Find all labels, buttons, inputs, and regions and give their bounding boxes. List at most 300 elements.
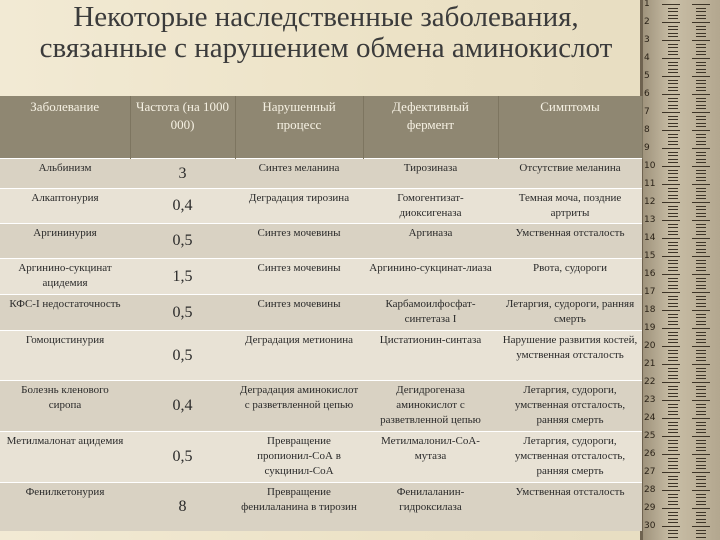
ruler-tick [696,180,706,181]
cell-enzyme: Фенилаланин-гидроксилаза [363,482,498,531]
ruler-tick [696,360,706,361]
ruler-number: 13 [644,215,656,225]
ruler-tick [668,90,678,91]
ruler-number: 17 [644,287,656,297]
ruler-tick [668,404,678,405]
ruler-tick [668,303,678,304]
table-row [0,482,642,531]
ruler-tick [692,166,710,167]
ruler-tick [662,202,680,203]
ruler-tick [668,231,678,232]
ruler-tick [668,126,678,127]
cell-frequency: 3 [130,158,235,188]
ruler-tick [668,249,678,250]
ruler-number: 3 [644,35,650,45]
ruler-tick [696,191,706,192]
ruler-tick [668,533,678,534]
table-row [0,294,642,330]
cell-frequency: 8 [130,482,235,531]
cell-enzyme: Цистатионин-синтаза [363,330,498,380]
ruler-tick [668,216,678,217]
ruler-tick [662,166,680,167]
ruler-number: 18 [644,305,656,315]
ruler-tick [692,94,710,95]
ruler-tick [696,386,706,387]
ruler-tick [696,62,706,63]
cell-disease: КФС-I недостаточность [0,294,130,330]
ruler-tick [696,173,706,174]
ruler-tick [696,198,706,199]
cell-disease: Метилмалонат ацидемия [0,431,130,482]
ruler-tick [668,152,678,153]
ruler-tick [668,242,678,243]
ruler-number: 5 [644,71,650,81]
cell-disease: Аргинино-сукцинат ацидемия [0,258,130,294]
ruler-tick [668,429,678,430]
ruler-tick [668,267,678,268]
cell-disease: Альбинизм [0,158,130,188]
ruler-tick [696,515,706,516]
ruler-tick [662,22,680,23]
ruler-tick [696,195,706,196]
cell-enzyme: Тирозиназа [363,158,498,188]
ruler-tick [696,411,706,412]
cell-disease: Алкаптонурия [0,188,130,223]
ruler-tick [668,134,678,135]
cell-process: Превращение пропионил-СоА в сукцинил-СоА [235,431,363,482]
ruler-tick [692,310,710,311]
ruler-tick [696,368,706,369]
ruler-tick [668,458,678,459]
ruler-tick [668,141,678,142]
ruler-number: 29 [644,503,656,513]
ruler-tick [662,76,680,77]
cell-frequency: 1,5 [130,258,235,294]
table-row [0,188,642,223]
ruler-tick [696,36,706,37]
ruler-tick [668,407,678,408]
ruler-tick [696,447,706,448]
ruler-tick [696,450,706,451]
ruler-tick [668,195,678,196]
ruler-tick [696,227,706,228]
ruler-tick [696,108,706,109]
ruler-tick [696,162,706,163]
ruler-tick [696,252,706,253]
ruler-tick [696,155,706,156]
ruler-tick [668,314,678,315]
ruler-number: 16 [644,269,656,279]
ruler-tick [668,393,678,394]
ruler-tick [696,339,706,340]
cell-frequency: 0,4 [130,380,235,431]
ruler-tick [668,494,678,495]
cell-disease: Аргининурия [0,223,130,258]
ruler-tick [696,90,706,91]
ruler-number: 25 [644,431,656,441]
ruler-tick [696,263,706,264]
ruler-tick [696,378,706,379]
ruler-tick [696,324,706,325]
ruler-tick [696,342,706,343]
ruler-tick [668,422,678,423]
ruler-tick [696,33,706,34]
ruler-tick [668,227,678,228]
ruler-tick [662,274,680,275]
ruler-number: 1 [644,0,650,9]
cell-frequency: 0,4 [130,188,235,223]
table-row [0,223,642,258]
ruler-tick [692,112,710,113]
ruler-tick [696,465,706,466]
ruler-tick [668,173,678,174]
ruler-tick [696,404,706,405]
ruler-tick [692,238,710,239]
ruler-tick [668,80,678,81]
cell-process: Деградация метионина [235,330,363,380]
cell-enzyme: Карбамоилфосфат-синтетаза I [363,294,498,330]
ruler-tick [668,353,678,354]
ruler-tick [696,501,706,502]
ruler-tick [696,8,706,9]
ruler-tick [662,130,680,131]
ruler-tick [696,299,706,300]
ruler-tick [668,191,678,192]
ruler-tick [696,98,706,99]
ruler-tick [696,443,706,444]
ruler-number: 22 [644,377,656,387]
ruler-tick [696,285,706,286]
ruler-tick [696,422,706,423]
ruler-tick [668,357,678,358]
ruler-tick [668,83,678,84]
ruler-tick [668,155,678,156]
cell-symptoms: Летаргия, судороги, ранняя смерть [498,294,642,330]
ruler-tick [662,508,680,509]
ruler-tick [668,332,678,333]
ruler-tick [668,65,678,66]
ruler-tick [668,447,678,448]
ruler-tick [692,346,710,347]
ruler-tick [662,472,680,473]
ruler-tick [668,44,678,45]
ruler-tick [692,274,710,275]
ruler-tick [696,396,706,397]
ruler-tick [668,47,678,48]
cell-frequency: 0,5 [130,431,235,482]
ruler-tick [668,281,678,282]
ruler-number: 12 [644,197,656,207]
cell-process: Деградация тирозина [235,188,363,223]
ruler-tick [668,260,678,261]
ruler-tick [668,119,678,120]
ruler-tick [696,26,706,27]
ruler-tick [662,418,680,419]
ruler-tick [668,479,678,480]
ruler-tick [696,105,706,106]
cell-enzyme: Аргиназа [363,223,498,258]
table-row [0,258,642,294]
ruler-tick [696,260,706,261]
ruler-tick [696,432,706,433]
ruler-tick [668,335,678,336]
ruler-tick [668,501,678,502]
ruler-tick [696,296,706,297]
ruler-tick [668,105,678,106]
ruler-tick [662,382,680,383]
ruler-tick [696,476,706,477]
ruler-tick [662,40,680,41]
ruler-number: 26 [644,449,656,459]
header-process: Нарушенный процесс [235,96,363,158]
ruler-tick [668,350,678,351]
ruler-tick [696,440,706,441]
ruler-tick [668,33,678,34]
ruler-tick [668,522,678,523]
cell-symptoms: Летаргия, судороги, умственная отсталость, ранняя смерть [498,380,642,431]
ruler-tick [668,18,678,19]
ruler-tick [696,18,706,19]
ruler-tick [662,526,680,527]
ruler-tick [692,382,710,383]
cell-frequency: 0,5 [130,223,235,258]
ruler-tick [696,137,706,138]
ruler-tick [696,350,706,351]
ruler-tick [668,98,678,99]
ruler-tick [696,267,706,268]
ruler-tick [696,306,706,307]
ruler-tick [696,429,706,430]
ruler-tick [696,479,706,480]
ruler-tick [668,378,678,379]
ruler-tick [696,152,706,153]
ruler-tick [668,87,678,88]
ruler-tick [696,15,706,16]
ruler-tick [668,425,678,426]
ruler-number: 9 [644,143,650,153]
ruler-tick [668,123,678,124]
ruler-tick [662,4,680,5]
slide-title: Некоторые наследственные заболевания, связанные с нарушением обмена аминокислот [39,1,613,64]
ruler-tick [696,533,706,534]
ruler-tick [692,130,710,131]
ruler-tick [696,47,706,48]
ruler-tick [696,375,706,376]
cell-process: Синтез мочевины [235,294,363,330]
ruler-tick [696,134,706,135]
ruler-tick [692,472,710,473]
ruler-tick [668,252,678,253]
ruler-tick [696,332,706,333]
cell-disease: Гомоцистинурия [0,330,130,380]
ruler-number: 10 [644,161,656,171]
ruler-tick [668,206,678,207]
ruler-tick [662,58,680,59]
ruler-tick [692,202,710,203]
ruler-tick [696,242,706,243]
ruler-tick [696,170,706,171]
cell-symptoms: Рвота, судороги [498,258,642,294]
ruler-tick [696,177,706,178]
ruler-tick [668,213,678,214]
ruler-number: 8 [644,125,650,135]
ruler-tick [668,224,678,225]
ruler-tick [668,317,678,318]
ruler-tick [662,400,680,401]
ruler-tick [692,364,710,365]
ruler-tick [668,483,678,484]
ruler-tick [692,292,710,293]
ruler-tick [668,263,678,264]
cell-disease: Болезнь кленового сиропа [0,380,130,431]
ruler-tick [692,328,710,329]
ruler-tick [696,231,706,232]
ruler-tick [668,36,678,37]
ruler-tick [662,220,680,221]
ruler-tick [696,29,706,30]
ruler-tick [668,209,678,210]
diseases-table [0,96,643,531]
ruler-number: 11 [644,179,656,189]
ruler-tick [696,83,706,84]
ruler-tick [692,454,710,455]
ruler-tick [696,335,706,336]
ruler-tick [692,4,710,5]
ruler-tick [668,389,678,390]
cell-symptoms: Отсутствие меланина [498,158,642,188]
cell-disease: Фенилкетонурия [0,482,130,531]
ruler-tick [662,364,680,365]
ruler-tick [668,411,678,412]
ruler-number: 21 [644,359,656,369]
ruler-tick [696,69,706,70]
ruler-tick [696,458,706,459]
ruler-tick [696,303,706,304]
ruler-tick [696,314,706,315]
ruler-tick [696,278,706,279]
ruler-tick [662,490,680,491]
ruler-number: 2 [644,17,650,27]
ruler-tick [696,270,706,271]
ruler-tick [696,51,706,52]
cell-process: Синтез меланина [235,158,363,188]
ruler-tick [668,116,678,117]
ruler-tick [696,353,706,354]
ruler-tick [668,396,678,397]
cell-symptoms: Нарушение развития костей, умственная отсталость [498,330,642,380]
ruler-tick [692,76,710,77]
ruler-tick [668,339,678,340]
ruler-tick [696,216,706,217]
ruler-tick [696,144,706,145]
cell-process: Деградация аминокислот с разветвленной цепью [235,380,363,431]
ruler-tick [668,432,678,433]
ruler-tick [696,72,706,73]
ruler-tick [668,321,678,322]
ruler-number: 27 [644,467,656,477]
ruler-tick [662,328,680,329]
cell-frequency: 0,5 [130,330,235,380]
ruler-tick [696,483,706,484]
ruler-tick [662,310,680,311]
ruler-tick [696,461,706,462]
ruler-tick [668,537,678,538]
ruler-tick [668,461,678,462]
ruler-tick [692,490,710,491]
ruler-tick [668,278,678,279]
ruler-tick [662,148,680,149]
ruler-tick [696,123,706,124]
ruler-tick [668,465,678,466]
ruler-tick [668,443,678,444]
ruler-tick [696,119,706,120]
ruler-tick [668,177,678,178]
ruler-tick [696,494,706,495]
ruler-tick [696,206,706,207]
ruler-tick [696,288,706,289]
ruler-tick [668,515,678,516]
ruler-tick [692,436,710,437]
ruler-tick [668,288,678,289]
ruler-tick [668,414,678,415]
ruler-tick [668,108,678,109]
ruler-tick [662,346,680,347]
ruler-tick [696,393,706,394]
ruler-tick [696,141,706,142]
ruler-tick [662,292,680,293]
ruler-number: 30 [644,521,656,531]
table-row [0,380,642,431]
ruler-tick [668,137,678,138]
ruler-tick [668,486,678,487]
ruler-tick [696,116,706,117]
ruler-tick [696,522,706,523]
ruler-number: 23 [644,395,656,405]
ruler-tick [668,54,678,55]
ruler-tick [668,504,678,505]
ruler-tick [668,476,678,477]
ruler-tick [668,11,678,12]
ruler-tick [668,324,678,325]
ruler-tick [668,342,678,343]
ruler-tick [668,101,678,102]
ruler-tick [696,188,706,189]
ruler-tick [668,15,678,16]
cell-symptoms: Летаргия, судороги, умственная отсталость, ранняя смерть [498,431,642,482]
ruler-tick [692,220,710,221]
ruler-tick [696,371,706,372]
ruler-tick [668,180,678,181]
ruler-tick [696,224,706,225]
ruler-tick [668,188,678,189]
ruler-tick [696,249,706,250]
ruler-tick [668,371,678,372]
table-row [0,158,642,188]
ruler-tick [662,238,680,239]
ruler-tick [668,386,678,387]
ruler-tick [692,400,710,401]
table-row [0,431,642,482]
ruler-tick [692,22,710,23]
ruler-tick [662,112,680,113]
ruler-tick [696,234,706,235]
ruler-tick [696,497,706,498]
ruler-tick [696,512,706,513]
ruler-tick [696,530,706,531]
header-disease: Заболевание [0,96,130,158]
ruler-tick [668,468,678,469]
ruler-tick [696,407,706,408]
